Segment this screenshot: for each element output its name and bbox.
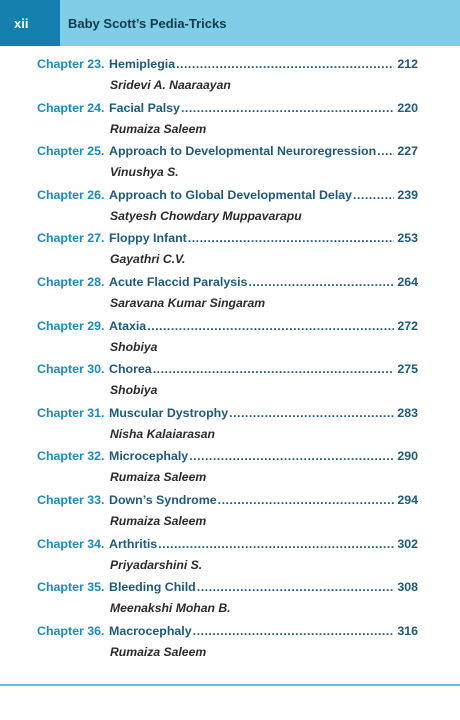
chapter-number: Chapter 26. (37, 187, 105, 202)
chapter-author: Meenakshi Mohan B. (110, 601, 231, 616)
chapter-number: Chapter 24. (37, 100, 105, 115)
chapter-author: Satyesh Chowdary Muppavarapu (110, 208, 302, 223)
chapter-author: Rumaiza Saleem (110, 513, 207, 528)
chapter-title[interactable]: Acute Flaccid Paralysis (109, 274, 248, 289)
chapter-number: Chapter 35. (37, 580, 105, 595)
leader-dots (181, 97, 394, 119)
chapter-number: Chapter 33. (37, 492, 105, 507)
leader-dots (153, 358, 395, 380)
leader-dots (353, 184, 394, 206)
chapter-number: Chapter 25. (37, 144, 105, 159)
toc-entry[interactable] (0, 402, 460, 446)
chapter-number: Chapter 32. (37, 449, 105, 464)
leader-dots (218, 489, 395, 511)
toc-entry[interactable] (0, 489, 460, 533)
chapter-number: Chapter 30. (37, 362, 105, 377)
toc-entry[interactable] (0, 184, 460, 228)
leader-dots (189, 445, 394, 467)
leader-dots (248, 271, 394, 293)
book-title: Baby Scott’s Pedia-Tricks (68, 15, 227, 31)
table-of-contents (0, 53, 460, 663)
chapter-author: Shobiya (110, 383, 158, 398)
chapter-title[interactable]: Approach to Global Developmental Delay (109, 187, 353, 202)
chapter-title[interactable]: Ataxia (109, 318, 147, 333)
chapter-title[interactable]: Facial Palsy (109, 100, 180, 115)
page-ref[interactable]: 239 (397, 187, 418, 202)
toc-entry[interactable] (0, 620, 460, 664)
page-ref[interactable]: 308 (397, 580, 418, 595)
chapter-author: Vinushya S. (110, 165, 179, 180)
page-ref[interactable]: 212 (397, 57, 418, 71)
chapter-title[interactable]: Microcephaly (109, 449, 189, 464)
leader-dots (229, 402, 394, 424)
toc-entry[interactable] (0, 53, 460, 97)
page-ref[interactable]: 302 (397, 536, 418, 551)
chapter-title[interactable]: Down’s Syndrome (109, 492, 217, 507)
toc-entry[interactable] (0, 445, 460, 489)
chapter-author: Gayathri C.V. (110, 252, 186, 267)
page-ref[interactable]: 283 (397, 405, 418, 420)
chapter-author: Shobiya (110, 339, 158, 354)
chapter-number: Chapter 29. (37, 318, 105, 333)
chapter-title[interactable]: Approach to Developmental Neuroregression (109, 144, 377, 159)
page-ref[interactable]: 290 (397, 449, 418, 464)
leader-dots (377, 140, 394, 162)
chapter-title[interactable]: Muscular Dystrophy (109, 405, 229, 420)
page-ref[interactable]: 275 (397, 362, 418, 377)
toc-entry[interactable] (0, 315, 460, 359)
page-number: xii (0, 0, 60, 46)
chapter-author: Priyadarshini S. (110, 557, 203, 572)
toc-entry[interactable] (0, 97, 460, 141)
chapter-number: Chapter 23. (37, 57, 105, 71)
toc-entry[interactable] (0, 576, 460, 620)
chapter-title[interactable]: Hemiplegia (109, 57, 176, 71)
chapter-title[interactable]: Arthritis (109, 536, 158, 551)
leader-dots (158, 533, 394, 555)
leader-dots (193, 620, 395, 642)
toc-entry[interactable] (0, 358, 460, 402)
chapter-number: Chapter 27. (37, 231, 105, 246)
leader-dots (176, 53, 394, 75)
toc-entry[interactable] (0, 271, 460, 315)
chapter-number: Chapter 28. (37, 274, 105, 289)
leader-dots (147, 315, 394, 337)
running-header (0, 0, 460, 46)
chapter-number: Chapter 31. (37, 405, 105, 420)
toc-entry[interactable] (0, 227, 460, 271)
chapter-author: Rumaiza Saleem (110, 644, 207, 659)
chapter-number: Chapter 34. (37, 536, 105, 551)
page-ref[interactable]: 272 (397, 318, 418, 333)
chapter-title[interactable]: Floppy Infant (109, 231, 187, 246)
chapter-author: Rumaiza Saleem (110, 121, 207, 136)
chapter-author: Rumaiza Saleem (110, 470, 207, 485)
page-ref[interactable]: 227 (397, 144, 418, 159)
page-ref[interactable]: 294 (397, 492, 418, 507)
chapter-title[interactable]: Bleeding Child (109, 580, 196, 595)
toc-entry[interactable] (0, 533, 460, 577)
leader-dots (197, 576, 395, 598)
chapter-author: Nisha Kalaiarasan (110, 426, 216, 441)
chapter-author: Saravana Kumar Singaram (110, 295, 266, 310)
chapter-author: Sridevi A. Naaraayan (110, 78, 231, 92)
chapter-title[interactable]: Macrocephaly (109, 623, 192, 638)
chapter-title[interactable]: Chorea (109, 362, 152, 377)
page-ref[interactable]: 253 (397, 231, 418, 246)
page-ref[interactable]: 316 (397, 623, 418, 638)
leader-dots (188, 227, 395, 249)
chapter-number: Chapter 36. (37, 623, 105, 638)
toc-entry[interactable] (0, 140, 460, 184)
footer-rule (0, 684, 460, 686)
page-ref[interactable]: 264 (397, 274, 418, 289)
page-ref[interactable]: 220 (397, 100, 418, 115)
